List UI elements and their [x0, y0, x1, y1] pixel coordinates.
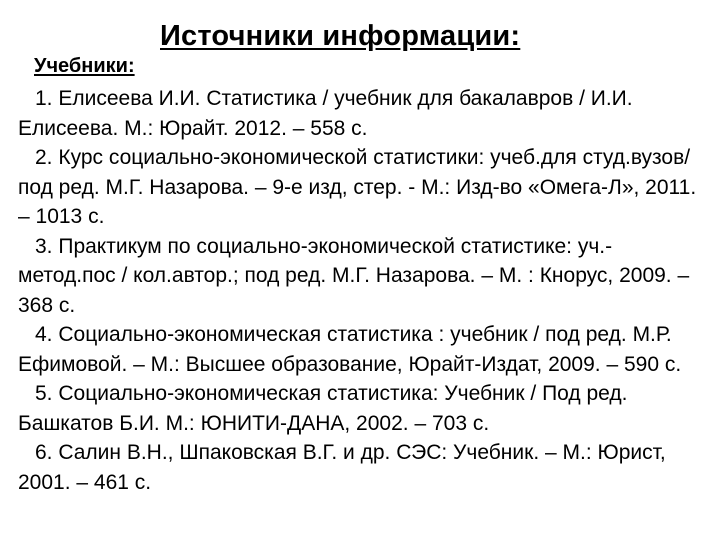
- reference-item-2: 2. Курс социально-экономической статистики: учеб.для студ.вузов/ под ред. М.Г. Назарова. – 9-е изд, стер. - М.: Изд-во «Омега-Л», 2011. – 1013 с.: [18, 146, 697, 228]
- reference-item-6: 6. Салин В.Н., Шпаковская В.Г. и др. СЭС: Учебник. – М.: Юрист, 2001. – 461 с.: [18, 441, 666, 494]
- reference-list: [18, 84, 702, 497]
- reference-item-1: 1. Елисеева И.И. Статистика / учебник для бакалавров / И.И. Елисеева. М.: Юрайт. 2012. – 558 с.: [18, 87, 633, 140]
- reference-item-4: 4. Социально-экономическая статистика : учебник / под ред. М.Р. Ефимовой. – М.: Высшее образование, Юрайт-Издат, 2009. – 590 с.: [18, 323, 682, 376]
- slide-title: Источники информации:: [160, 20, 521, 52]
- section-label: Учебники:: [34, 55, 135, 77]
- reference-item-3: 3. Практикум по социально-экономической статистике: уч.-метод.пос / кол.автор.; под ред. М.Г. Назарова. – М. : Кнорус, 2009. – 368 с.: [18, 234, 690, 317]
- reference-item-5: 5. Социально-экономическая статистика: Учебник / Под ред. Башкатов Б.И. М.: ЮНИТИ-ДАНА, 2002. – 703 с.: [18, 382, 628, 435]
